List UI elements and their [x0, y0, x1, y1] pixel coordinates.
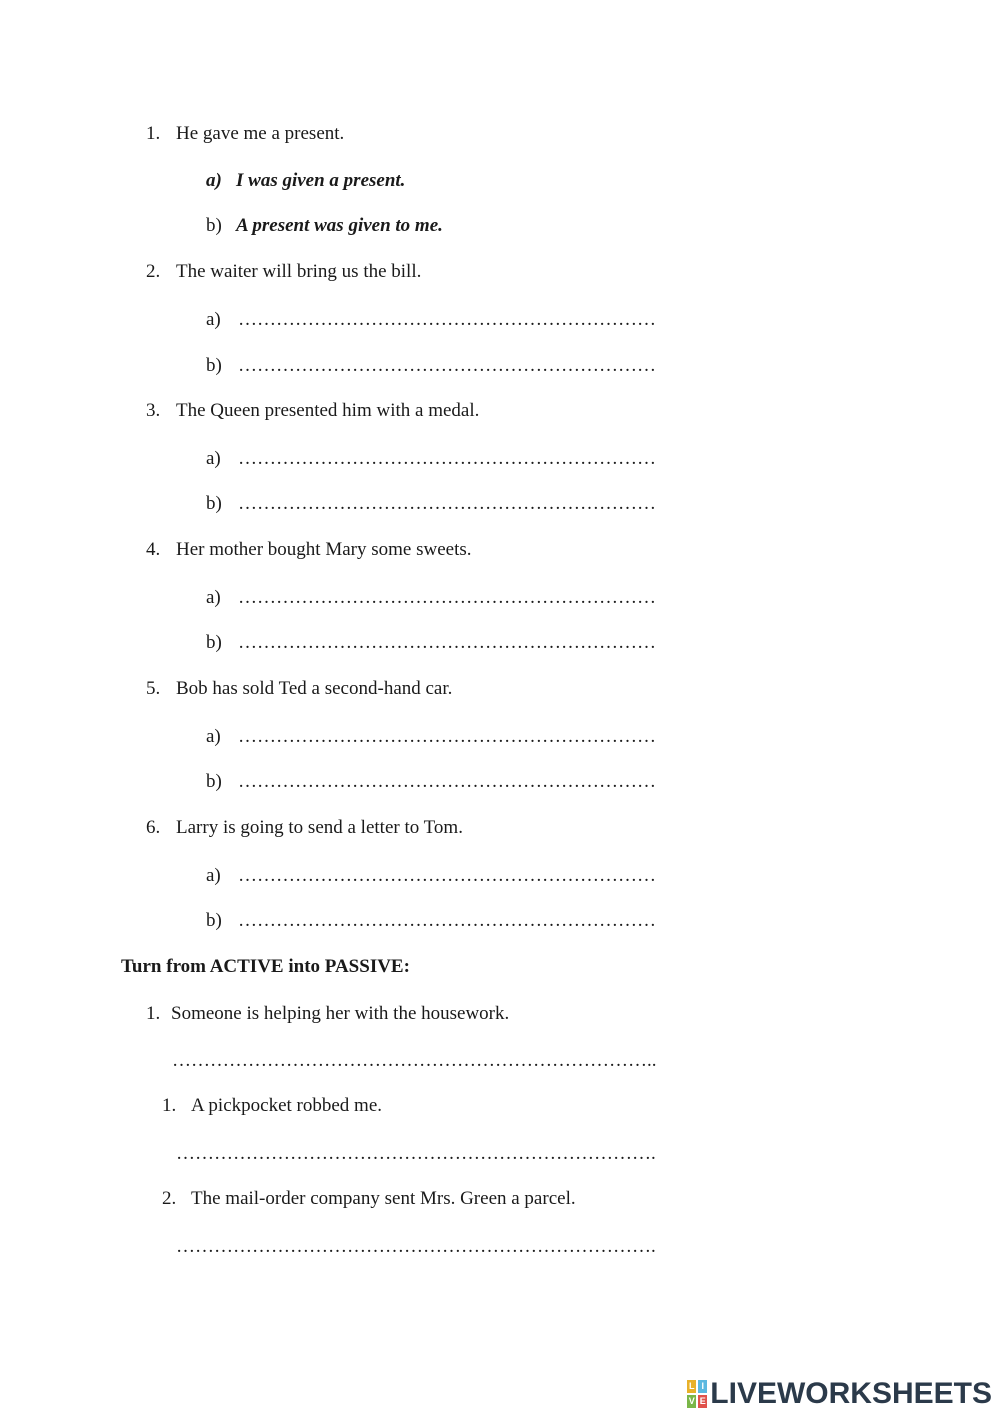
answer-text-b: A present was given to me. [236, 215, 443, 236]
question-number: 1. [146, 1003, 161, 1024]
answer-blank-b[interactable]: ………………………………………………………… [238, 493, 656, 514]
answer-letter-b: b) [206, 355, 222, 376]
logo-text: LIVEWORKSHEETS [710, 1377, 992, 1410]
answer-letter-b: b) [206, 632, 222, 653]
answer-blank[interactable]: …………………………………………………………………. [176, 1236, 656, 1257]
question-sentence: He gave me a present. [176, 123, 345, 144]
answer-letter-a: a) [206, 309, 221, 330]
answer-text-a: I was given a present. [236, 170, 406, 191]
question-number: 1. [146, 123, 161, 144]
question-number: 1. [162, 1095, 177, 1116]
question-number: 3. [146, 400, 161, 421]
question-sentence: Bob has sold Ted a second-hand car. [176, 678, 453, 699]
answer-blank-b[interactable]: ………………………………………………………… [238, 632, 656, 653]
question-number: 6. [146, 817, 161, 838]
answer-letter-b: b) [206, 771, 222, 792]
answer-blank-a[interactable]: ………………………………………………………… [238, 448, 656, 469]
answer-letter-b: b) [206, 215, 222, 236]
question-number: 5. [146, 678, 161, 699]
question-sentence: Someone is helping her with the housework. [171, 1003, 510, 1024]
answer-blank[interactable]: …………………………………………………………………. [176, 1143, 656, 1164]
answer-blank-a[interactable]: ………………………………………………………… [238, 726, 656, 747]
answer-letter-b: b) [206, 910, 222, 931]
question-sentence: The mail-order company sent Mrs. Green a parcel. [191, 1188, 576, 1209]
answer-letter-a: a) [206, 726, 221, 747]
question-number: 2. [146, 261, 161, 282]
answer-blank-a[interactable]: ………………………………………………………… [238, 865, 656, 886]
answer-blank-b[interactable]: ………………………………………………………… [238, 771, 656, 792]
answer-blank[interactable]: ………………………………………………………………….. [172, 1050, 657, 1071]
answer-letter-b: b) [206, 493, 222, 514]
question-sentence: The Queen presented him with a medal. [176, 400, 480, 421]
answer-letter-a: a) [206, 170, 222, 191]
question-sentence: A pickpocket robbed me. [191, 1095, 383, 1116]
answer-blank-a[interactable]: ………………………………………………………… [238, 309, 656, 330]
section-heading: Turn from ACTIVE into PASSIVE: [121, 956, 410, 977]
liveworksheets-logo[interactable] [687, 1378, 992, 1410]
logo-mark-icon: L I V E [688, 1381, 706, 1406]
answer-letter-a: a) [206, 448, 221, 469]
question-sentence: Larry is going to send a letter to Tom. [176, 817, 463, 838]
question-number: 2. [162, 1188, 177, 1209]
answer-letter-a: a) [206, 587, 221, 608]
answer-blank-b[interactable]: ………………………………………………………… [238, 355, 656, 376]
answer-blank-a[interactable]: ………………………………………………………… [238, 587, 656, 608]
question-number: 4. [146, 539, 161, 560]
question-sentence: The waiter will bring us the bill. [176, 261, 422, 282]
answer-blank-b[interactable]: ………………………………………………………… [238, 910, 656, 931]
answer-letter-a: a) [206, 865, 221, 886]
question-sentence: Her mother bought Mary some sweets. [176, 539, 472, 560]
